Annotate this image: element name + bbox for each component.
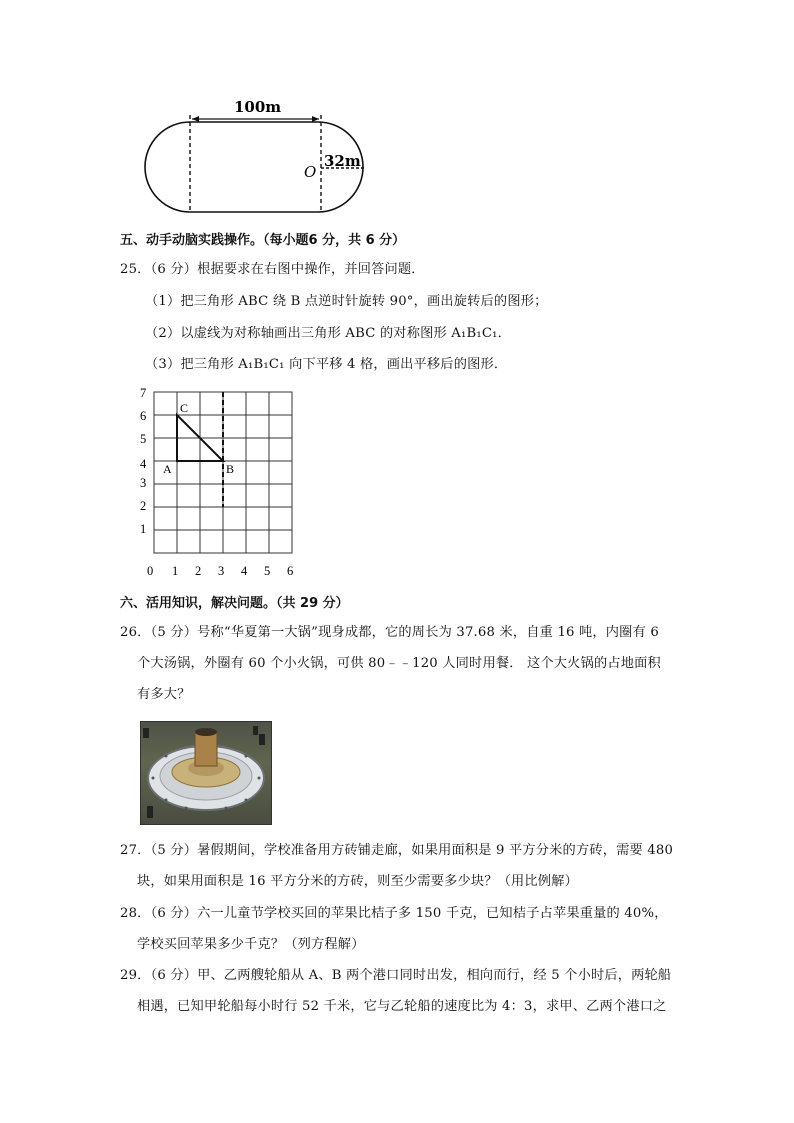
hotpot-illustration: [141, 722, 271, 824]
x-label-0: 0: [147, 564, 154, 578]
point-b-label: B: [226, 462, 235, 476]
q29-line2: 相遇，已知甲轮船每小时行 52 千米，它与乙轮船的速度比为 4：3，求甲、乙两个港口之: [137, 999, 667, 1014]
q25-stem: 25．（6 分）根据要求在右图中操作，并回答问题．: [120, 262, 425, 277]
point-a-label: A: [163, 462, 172, 476]
length-label: 100m: [234, 98, 282, 116]
q25-item1: （1）把三角形 ABC 绕 B 点逆时针旋转 90°，画出旋转后的图形；: [145, 294, 548, 309]
center-label: O: [304, 163, 317, 181]
q26-line2: 个大汤锅，外圈有 60 个小火锅，可供 80﹣﹣120 人同时用餐． 这个大火锅的占地面积: [137, 656, 661, 671]
x-label-2: 2: [195, 564, 202, 578]
y-label-4: 4: [140, 457, 147, 471]
q27-line2: 块，如果用面积是 16 平方分米的方砖，则至少需要多少块？（用比例解）: [137, 874, 578, 889]
q25-item3: （3）把三角形 A₁B₁C₁ 向下平移 4 格，画出平移后的图形．: [145, 357, 508, 372]
radius-label: 32m: [324, 152, 361, 170]
y-label-3: 3: [140, 476, 147, 490]
q28-line2: 学校买回苹果多少千克？（列方程解）: [137, 937, 365, 952]
y-label-6: 6: [140, 409, 147, 423]
track-diagram: [138, 95, 383, 220]
x-label-4: 4: [241, 564, 248, 578]
x-label-6: 6: [287, 564, 294, 578]
q27-line1: 27．（5 分）暑假期间，学校准备用方砖铺走廊，如果用面积是 9 平方分米的方砖，需要 480: [120, 843, 674, 858]
q25-item2: （2）以虚线为对称轴画出三角形 ABC 的对称图形 A₁B₁C₁．: [145, 326, 512, 341]
section6-heading: 六、活用知识，解决问题。（共 29 分）: [120, 596, 349, 611]
x-label-5: 5: [264, 564, 271, 578]
point-c-label: C: [180, 401, 189, 415]
q29-line1: 29．（6 分）甲、乙两艘轮船从 A、B 两个港口同时出发，相向而行，经 5 个小时后，两轮船: [120, 968, 672, 983]
q26-line1: 26．（5 分）号称“华夏第一大锅”现身成都，它的周长为 37.68 米，自重 16 吨，内圈有 6: [120, 625, 659, 640]
y-label-2: 2: [140, 499, 147, 513]
q28-line1: 28．（6 分）六一儿童节学校买回的苹果比桔子多 150 千克，已知桔子占苹果重量的 40%，: [120, 906, 668, 921]
section5-heading: 五、动手动脑实践操作。（每小题6 分，共 6 分）: [120, 233, 406, 248]
y-label-1: 1: [140, 522, 147, 536]
y-label-5: 5: [140, 432, 147, 446]
x-label-1: 1: [172, 564, 179, 578]
coordinate-grid: [130, 384, 310, 584]
y-label-7: 7: [140, 386, 147, 400]
q26-line3: 有多大？: [137, 687, 191, 702]
x-label-3: 3: [218, 564, 225, 578]
hotpot-photo: [140, 721, 272, 825]
